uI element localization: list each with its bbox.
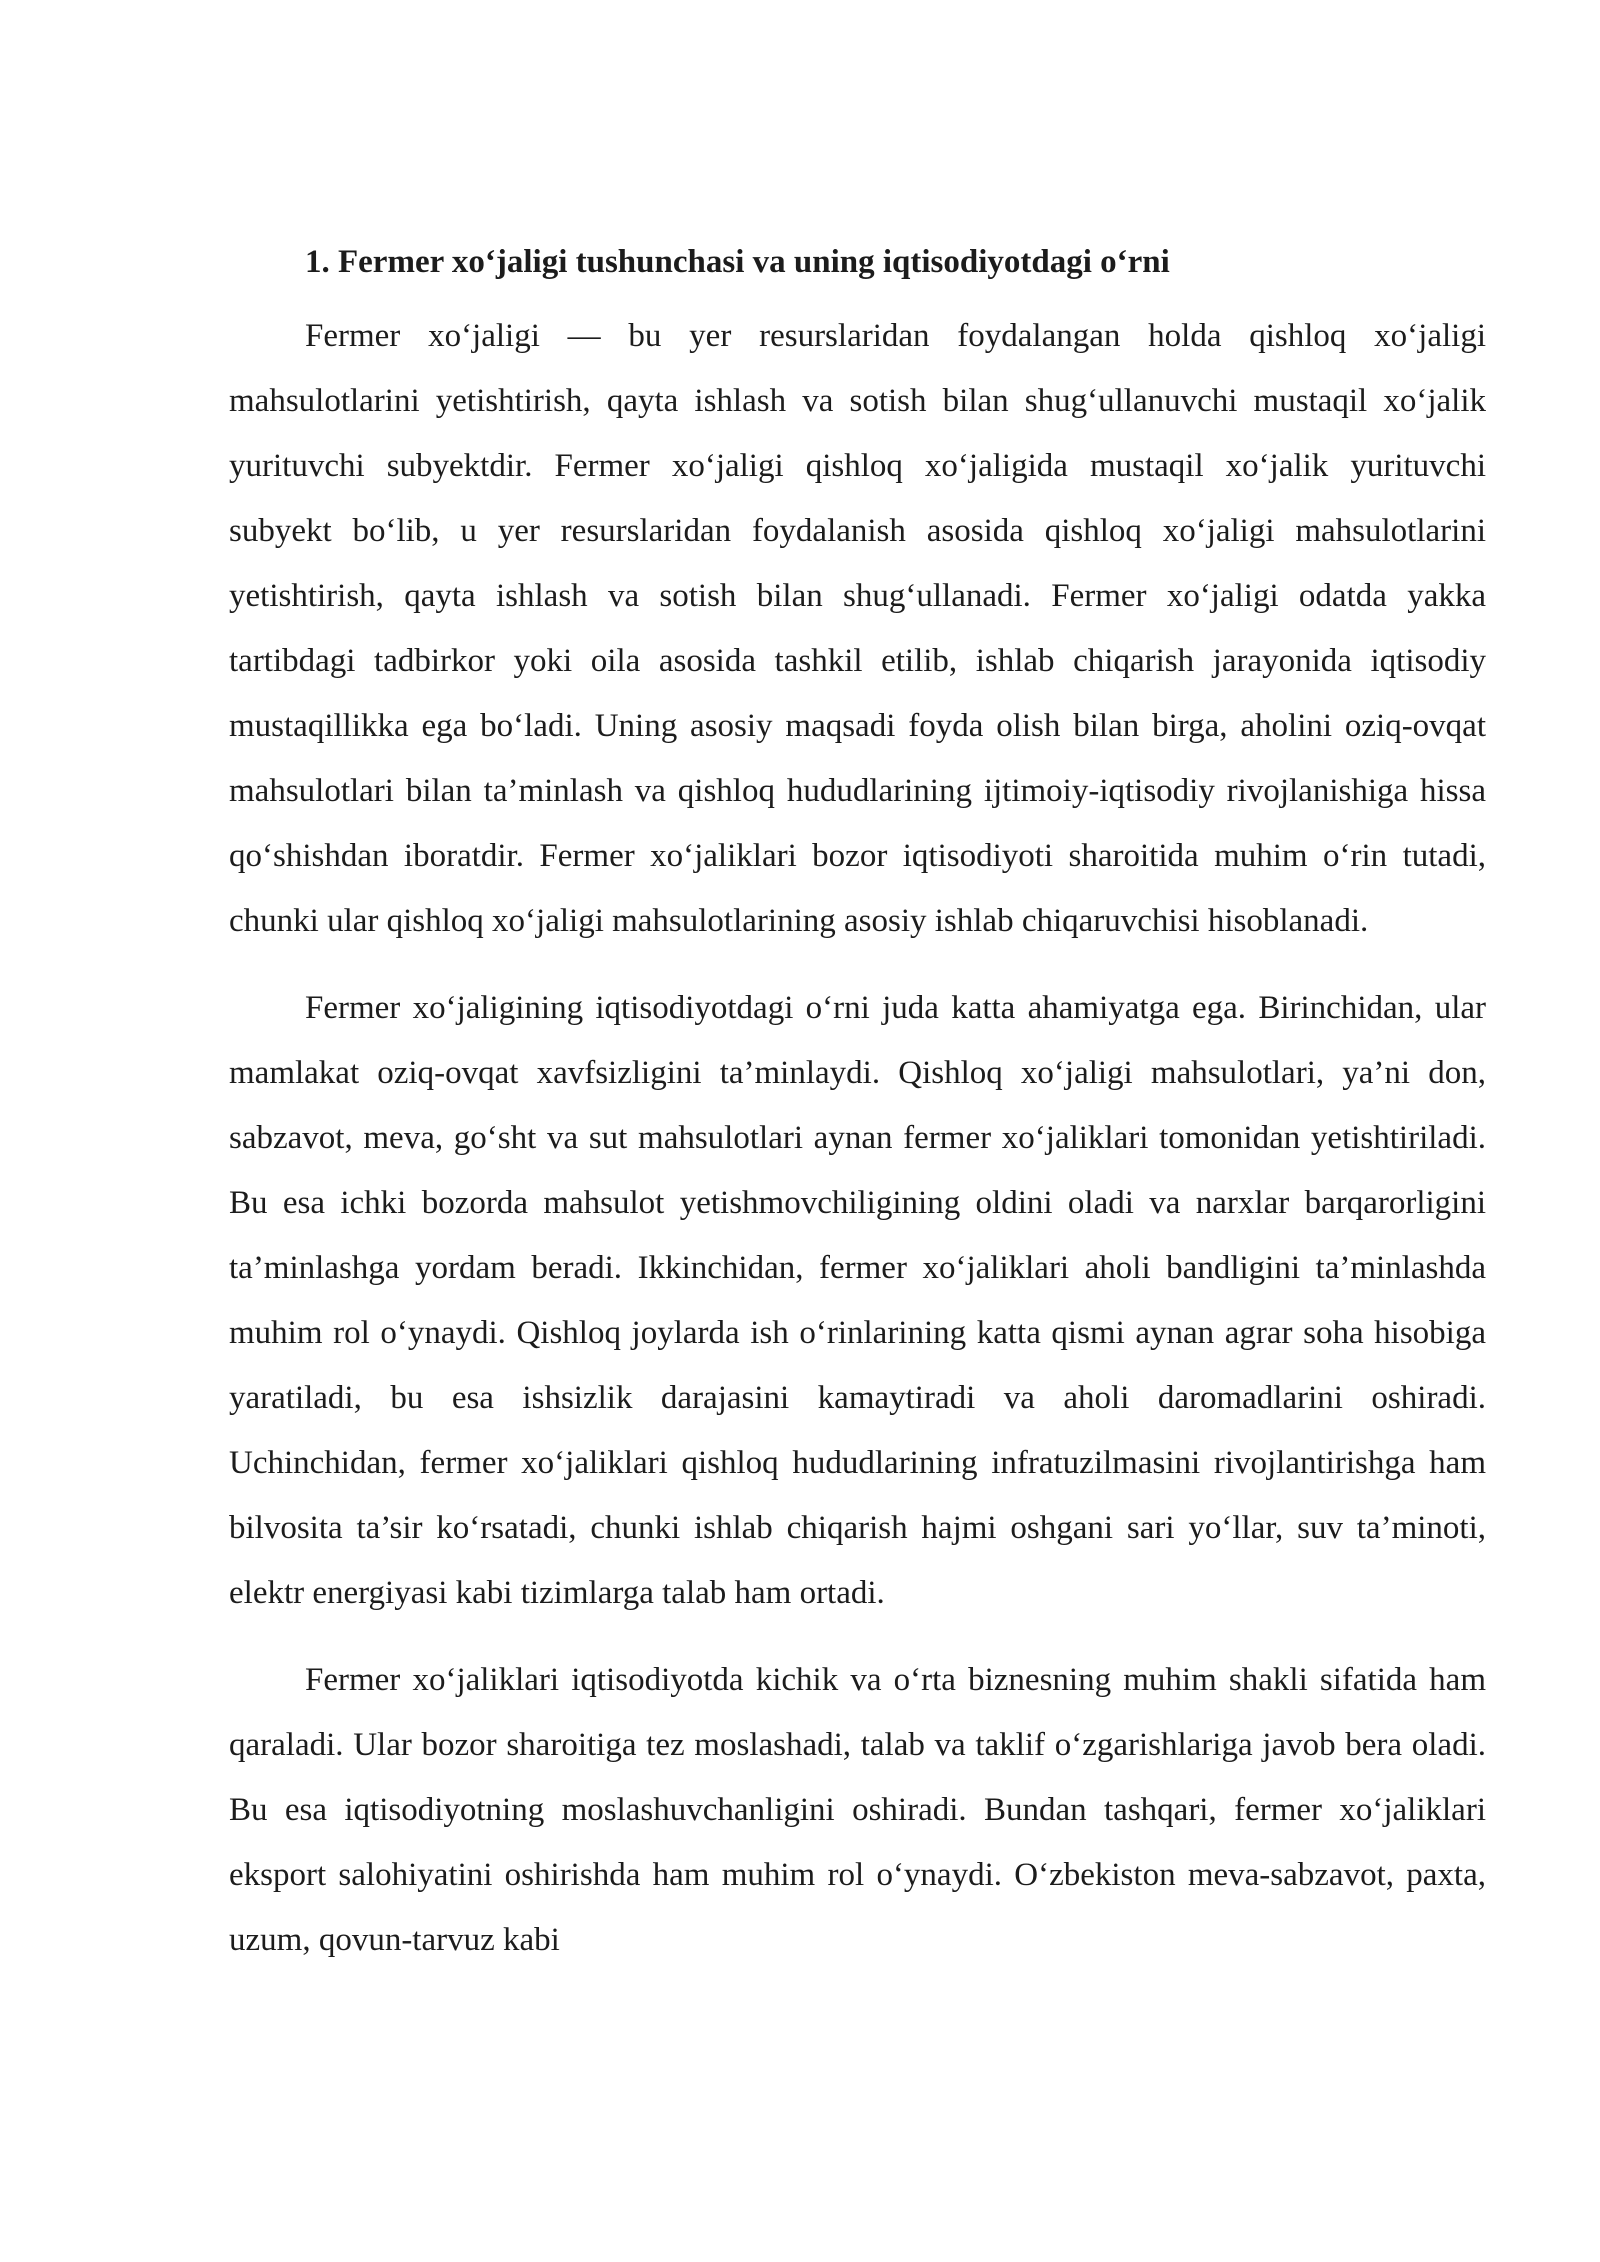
paragraph-definition: Fermer xo‘jaligi — bu yer resurslaridan foydalangan holda qishloq xo‘jaligi mahsulotlarini yetishtirish, qayta ishlash va sotish bilan shug‘ullanuvchi mustaqil xo‘jalik yurituvchi subyektdir. Fermer xo‘jaligi qishloq xo‘jaligida mustaqil xo‘jalik yurituvchi subyekt bo‘lib, u yer resurslaridan foydalanish asosida qishloq xo‘jaligi mahsulotlarini yetishtirish, qayta ishlash va sotish bilan shug‘ullanadi. Fermer xo‘jaligi odatda yakka tartibdagi tadbirkor yoki oila asosida tashkil etilib, ishlab chiqarish jarayonida iqtisodiy mustaqillikka ega bo‘ladi. Uning asosiy maqsadi foyda olish bilan birga, aholini oziq-ovqat mahsulotlari bilan ta’minlash va qishloq hududlarining ijtimoiy-iqtisodiy rivojlanishiga hissa qo‘shishdan iboratdir. Fermer xo‘jaliklari bozor iqtisodiyoti sharoitida muhim o‘rin tutadi, chunki ular qishloq xo‘jaligi mahsulotlarining asosiy ishlab chiqaruvchisi hisoblanadi. — [229, 318, 1486, 939]
paragraph-small-business: Fermer xo‘jaliklari iqtisodiyotda kichik va o‘rta biznesning muhim shakli sifatida ham qaraladi. Ular bozor sharoitiga tez moslashadi, talab va taklif o‘zgarishlariga javob bera oladi. Bu esa iqtisodiyotning moslashuvchanligini oshiradi. Bundan tashqari, fermer xo‘jaliklari eksport salohiyatini oshirishda ham muhim rol o‘ynaydi. O‘zbekiston meva-sabzavot, paxta, uzum, qovun-tarvuz kabi — [229, 1662, 1486, 1958]
section-heading: 1. Fermer xo‘jaligi tushunchasi va uning iqtisodiyotdagi o‘rni — [305, 244, 1170, 280]
document-body — [229, 238, 1486, 1995]
paragraph-economic-role: Fermer xo‘jaligining iqtisodiyotdagi o‘rni juda katta ahamiyatga ega. Birinchidan, ular mamlakat oziq-ovqat xavfsizligini ta’minlaydi. Qishloq xo‘jaligi mahsulotlari, ya’ni don, sabzavot, meva, go‘sht va sut mahsulotlari aynan fermer xo‘jaliklari tomonidan yetishtiriladi. Bu esa ichki bozorda mahsulot yetishmovchiligining oldini oladi va narxlar barqarorligini ta’minlashga yordam beradi. Ikkinchidan, fermer xo‘jaliklari aholi bandligini ta’minlashda muhim rol o‘ynaydi. Qishloq joylarda ish o‘rinlarining katta qismi aynan agrar soha hisobiga yaratiladi, bu esa ishsizlik darajasini kamaytiradi va aholi daromadlarini oshiradi. Uchinchidan, fermer xo‘jaliklari qishloq hududlarining infratuzilmasini rivojlantirishga ham bilvosita ta’sir ko‘rsatadi, chunki ishlab chiqarish hajmi oshgani sari yo‘llar, suv ta’minoti, elektr energiyasi kabi tizimlarga talab ham ortadi. — [229, 990, 1486, 1611]
